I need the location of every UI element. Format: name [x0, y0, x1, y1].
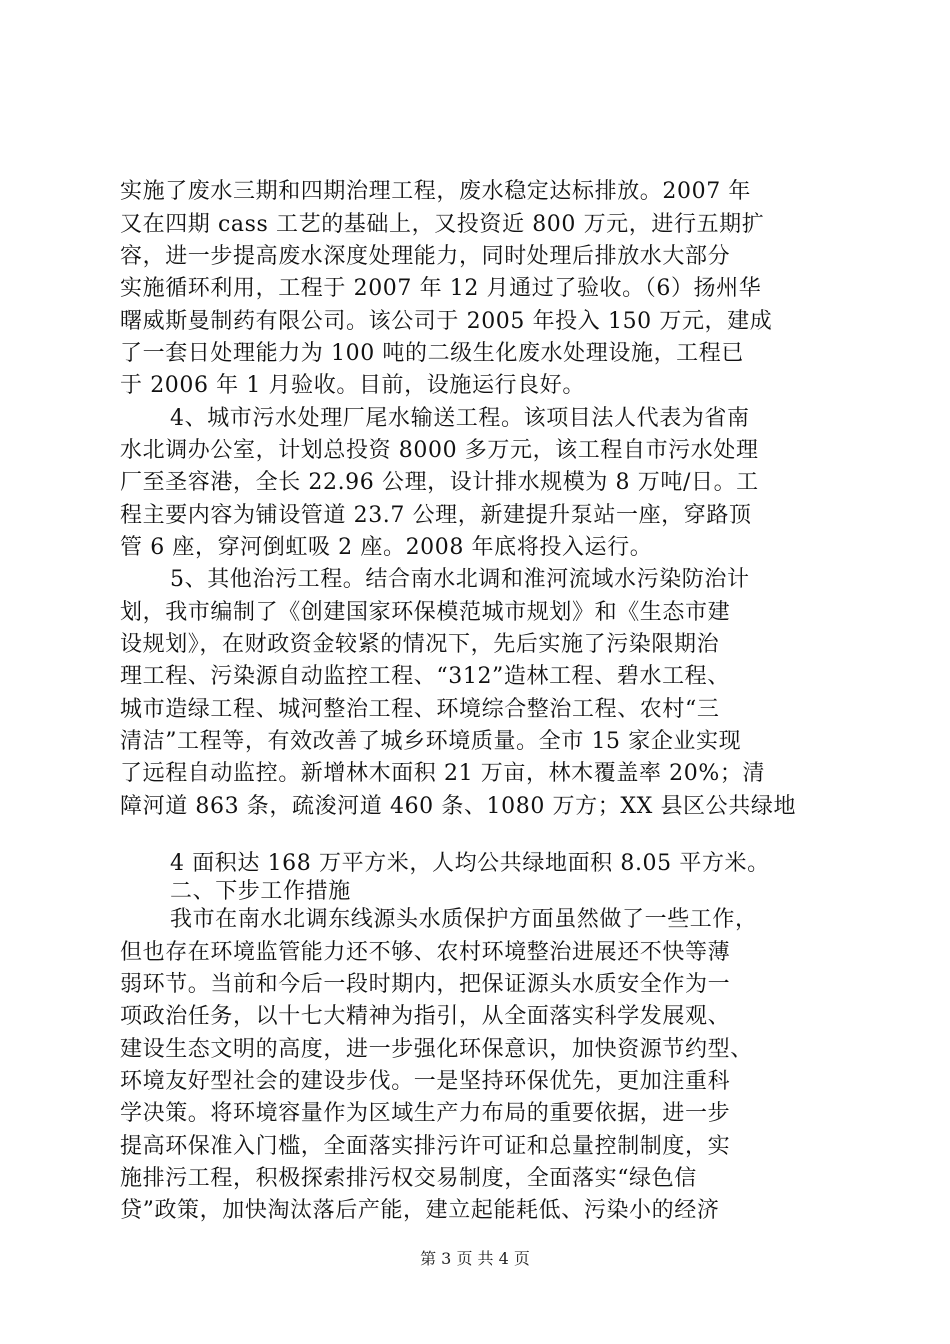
text-line: 了远程自动监控。新增林木面积 21 万亩，林木覆盖率 20%；清 [120, 761, 766, 786]
text-line: 清洁”工程等，有效改善了城乡环境质量。全市 15 家企业实现 [120, 729, 742, 754]
text-line: 障河道 863 条，疏浚河道 460 条、1080 万方；XX 县区公共绿地 [120, 794, 797, 819]
text-line: 设规划》，在财政资金较紧的情况下，先后实施了污染限期治 [120, 632, 720, 657]
text-line: 环境友好型社会的建设步伐。一是坚持环保优先，更加注重科 [120, 1069, 731, 1094]
text-line: 城市造绿工程、城河整治工程、环境综合整治工程、农村“三 [120, 697, 720, 722]
text-line: 了一套日处理能力为 100 吨的二级生化废水处理设施，工程已 [120, 341, 744, 366]
text-line: 但也存在环境监管能力还不够、农村环境整治进展还不快等薄 [120, 940, 731, 965]
text-line: 实施循环利用，工程于 2007 年 12 月通过了验收。（6）扬州华 [120, 276, 762, 301]
text-line: 建设生态文明的高度，进一步强化环保意识，加快资源节约型、 [120, 1037, 753, 1062]
text-line: 厂至圣容港，全长 22.96 公理，设计排水规模为 8 万吨/日。工 [120, 470, 759, 495]
text-line: 项政治任务，以十七大精神为指引，从全面落实科学发展观、 [120, 1004, 731, 1029]
text-line: 提高环保准入门槛，全面落实排污许可证和总量控制制度，实 [120, 1134, 731, 1159]
paragraph-start-line: 我市在南水北调东线源头水质保护方面虽然做了一些工作， [170, 907, 758, 932]
text-line: 实施了废水三期和四期治理工程，废水稳定达标排放。2007 年 [120, 179, 751, 204]
text-line: 容，进一步提高废水深度处理能力，同时处理后排放水大部分 [120, 244, 731, 269]
text-line: 理工程、污染源自动监控工程、“312”造林工程、碧水工程、 [120, 664, 730, 689]
section-heading: 二、下步工作措施 [170, 879, 351, 904]
text-line: 曙威斯曼制药有限公司。该公司于 2005 年投入 150 万元，建成 [120, 309, 773, 334]
paragraph-start-line: 4、城市污水处理厂尾水输送工程。该项目法人代表为省南 [170, 406, 750, 431]
text-line: 水北调办公室，计划总投资 8000 多万元，该工程自市污水处理 [120, 438, 759, 463]
text-line: 程主要内容为铺设管道 23.7 公理，新建提升泵站一座，穿路顶 [120, 503, 752, 528]
text-line: 于 2006 年 1 月验收。目前，设施运行良好。 [120, 373, 585, 398]
text-line: 学决策。将环境容量作为区域生产力布局的重要依据，进一步 [120, 1101, 731, 1126]
page-number-footer: 第 3 页 共 4 页 [420, 1249, 530, 1268]
text-line: 弱环节。当前和今后一段时期内，把保证源头水质安全作为一 [120, 972, 731, 997]
text-line: 贷”政策，加快淘汰落后产能，建立起能耗低、污染小的经济 [120, 1198, 720, 1223]
text-line: 管 6 座，穿河倒虹吸 2 座。2008 年底将投入运行。 [120, 535, 653, 560]
text-line: 施排污工程，积极探索排污权交易制度，全面落实“绿色信 [120, 1166, 697, 1191]
paragraph-start-line: 5、其他治污工程。结合南水北调和淮河流域水污染防治计 [170, 567, 750, 592]
text-line: 又在四期 cass 工艺的基础上，又投资近 800 万元，进行五期扩 [120, 212, 765, 237]
text-line: 4 面积达 168 万平方米，人均公共绿地面积 8.05 平方米。 [170, 851, 770, 876]
text-line: 划，我市编制了《创建国家环保模范城市规划》和《生态市建 [120, 600, 731, 625]
